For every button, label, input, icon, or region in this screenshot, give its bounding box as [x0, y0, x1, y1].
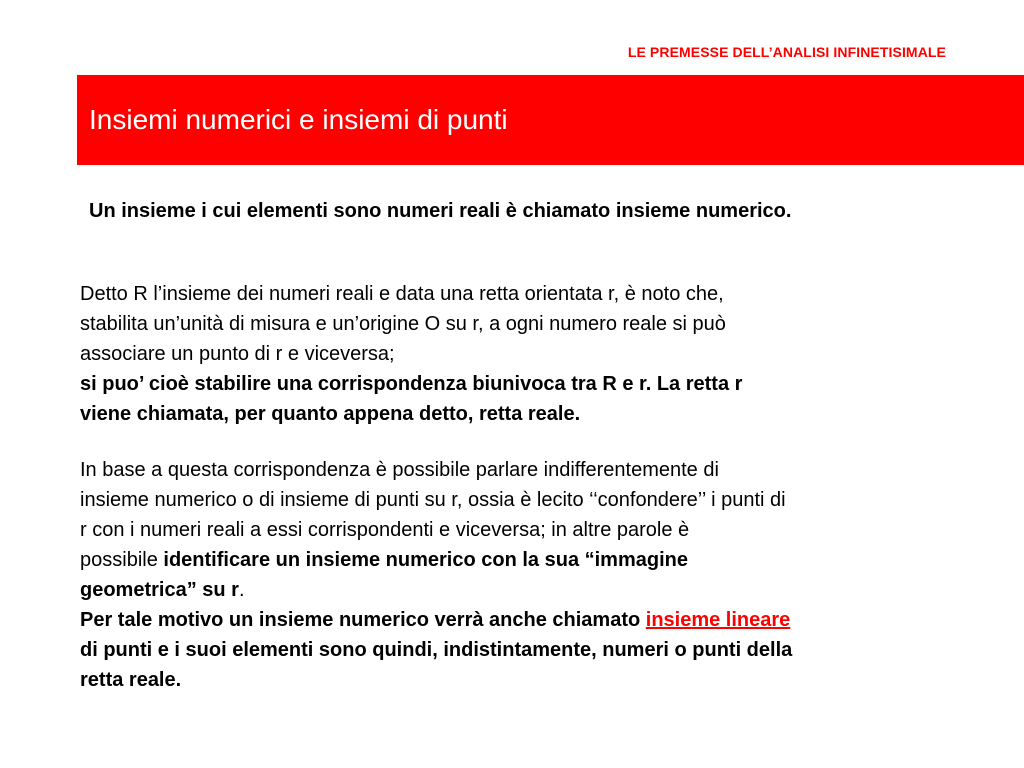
para1-bold-line: si puo’ cioè stabilire una corrispondenza biunivoca tra R e r. La retta r	[80, 373, 743, 395]
para2-period: .	[238, 579, 245, 601]
section-header: LE PREMESSE DELL’ANALISI INFINETISIMALE	[627, 44, 946, 60]
para2-line-5	[80, 575, 1010, 605]
slide-title: Insiemi numerici e insiemi di punti	[89, 104, 508, 135]
para2-bold-text: geometrica” su r	[80, 579, 239, 601]
para2-bold-text: Per tale motivo un insieme numerico verrà anche chiamato	[80, 609, 646, 631]
para2-line: In base a questa corrispondenza è possibile parlare indifferentemente di	[80, 459, 719, 481]
para2-bold-text: identificare un insieme numerico con la sua “immagine	[163, 549, 688, 571]
para1-bold-line: viene chiamata, per quanto appena detto, retta reale.	[80, 403, 581, 425]
para2-bold-line: di punti e i suoi elementi sono quindi, indistintamente, numeri o punti della	[80, 639, 793, 661]
definition-text: Un insieme i cui elementi sono numeri reali è chiamato insieme numerico.	[89, 200, 792, 222]
para1-line: associare un punto di r e viceversa;	[80, 343, 395, 365]
para1-line: Detto R l’insieme dei numeri reali e data una retta orientata r, è noto che,	[80, 283, 724, 305]
title-bar	[77, 75, 1024, 165]
insieme-lineare-link[interactable]: insieme lineare	[645, 609, 791, 631]
para2-plain-text: possibile	[80, 549, 164, 571]
para1-line: stabilita un’unità di misura e un’origine O su r, a ogni numero reale si può	[80, 313, 726, 335]
para2-line-6	[80, 605, 1010, 635]
paragraph-2	[80, 455, 1010, 695]
para2-line: insieme numerico o di insieme di punti su r, ossia è lecito ‘‘confondere’’ i punti di	[80, 489, 786, 511]
paragraph-1	[80, 279, 1010, 429]
para2-bold-line: retta reale.	[80, 669, 182, 691]
para2-line-4	[80, 545, 1010, 575]
para2-line: r con i numeri reali a essi corrispondenti e viceversa; in altre parole è	[80, 519, 690, 541]
